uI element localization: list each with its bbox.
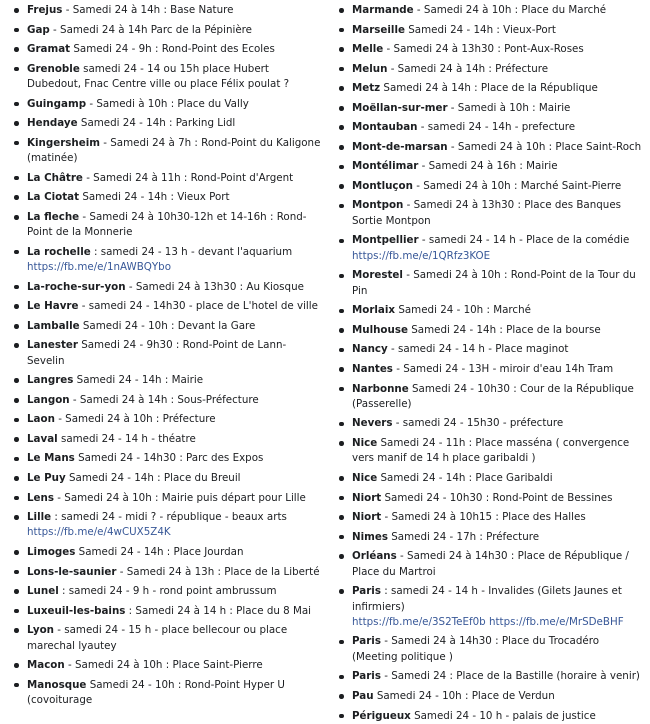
event-details: - Samedi 24 à 14h : Préfecture [387, 62, 549, 75]
city-name: Périgueux [352, 709, 411, 722]
list-item [335, 530, 645, 545]
event-details: Samedi 24 - 10h30 : Cour de la République (Passerelle) [352, 382, 634, 410]
city-name: Macon [27, 659, 65, 672]
event-details: Samedi 24 - 9h : Rond-Point des Ecoles [70, 43, 275, 56]
event-details: - Samedi 24 à 10h30-12h et 14-16h : Rond-Point de la Monnerie [27, 210, 307, 239]
list-item [335, 3, 645, 18]
event-details: samedi 24 - 14 h - théatre [57, 432, 196, 445]
list-item [10, 373, 322, 388]
event-details: - samedi 24 - 15h30 - préfecture [392, 417, 564, 430]
event-details: - Samedi 24 à 10h : Place du Marché [413, 4, 607, 16]
event-details: - Samedi 24 à 10h : Préfecture [54, 413, 216, 426]
list-item [335, 471, 645, 486]
event-details: - Samedi 24 à 13h30 : Place des Banques Sortie Montpon [352, 199, 622, 227]
list-item [10, 491, 322, 506]
list-item [335, 491, 645, 506]
event-link[interactable]: https://fb.me/e/3S2TeEf0b https://fb.me/e/MrSDeBHF [352, 615, 624, 628]
list-item [10, 412, 322, 427]
city-name: Hendaye [27, 117, 78, 130]
event-details: Samedi 24 - 14h : Parking Lidl [77, 117, 236, 130]
event-details: - Samedi 24 à 13h30 : Pont-Aux-Roses [383, 43, 584, 56]
event-details: - samedi 24 - 14 h - Place maginot [387, 343, 569, 356]
city-name: Montpellier [352, 234, 419, 247]
list-item [10, 245, 322, 276]
event-details: - Samedi 24 à 10h : Rond-Point de la Tour du Pin [352, 269, 636, 297]
event-details: samedi 24 - 14 ou 15h place Hubert Dubedout, Fnac Centre ville ou place Félix poulat ? [27, 62, 290, 91]
city-name: Pau [352, 689, 374, 702]
list-item [10, 42, 322, 57]
city-name: Marmande [352, 4, 414, 16]
city-name: Montauban [352, 121, 418, 134]
event-details: - Samedi 24 à 14h30 : Place de République / Place du Martroi [352, 550, 629, 578]
list-item [335, 709, 645, 724]
list-item [10, 545, 322, 560]
event-details: : samedi 24 - 13 h - devant l'aquarium [90, 245, 293, 258]
event-details: - Samedi 24 à 14h : Base Nature [62, 4, 234, 16]
list-item [335, 342, 645, 357]
list-item [335, 198, 645, 229]
list-item [10, 338, 322, 369]
list-item [10, 604, 322, 619]
city-name: Laval [27, 432, 58, 445]
list-item [335, 382, 645, 413]
list-item [335, 362, 645, 377]
city-name: Lanester [27, 339, 78, 352]
city-name: Lamballe [27, 319, 80, 332]
list-item [335, 101, 645, 116]
city-name: Le Havre [27, 300, 79, 313]
city-name: Gramat [27, 43, 71, 56]
list-item [10, 190, 322, 205]
city-name: Guingamp [27, 97, 87, 110]
list-item [10, 584, 322, 599]
list-item [335, 323, 645, 338]
city-name: La Ciotat [27, 191, 80, 204]
event-details: Samedi 24 - 10h : Rond-Point Hyper U (covoiturage [27, 678, 285, 707]
city-name: Nice [352, 471, 378, 484]
city-name: Mulhouse [352, 323, 408, 336]
city-name: Lons-le-saunier [27, 565, 117, 578]
event-details: Samedi 24 - 10h30 : Rond-Point de Bessines [381, 491, 613, 504]
list-item [10, 23, 322, 38]
event-details: : samedi 24 - midi ? - république - beaux arts [51, 511, 287, 524]
event-details: Samedi 24 - 14h : Vieux Port [79, 191, 230, 204]
list-item [335, 62, 645, 77]
city-name: La-roche-sur-yon [27, 280, 126, 293]
list-item [335, 669, 645, 684]
event-details: - samedi 24 - 15 h - place bellecour ou place marechal lyautey [27, 624, 288, 652]
city-name: Lille [27, 511, 52, 524]
city-name: Morlaix [352, 304, 396, 317]
event-details: Samedi 24 - 10h : Place de Verdun [373, 689, 555, 702]
event-details: - Samedi 24 à 16h : Mairie [418, 160, 558, 173]
event-details: - Samedi 24 - 13H - miroir d'eau 14h Tram [392, 362, 614, 375]
event-details: - Samedi 24 à 10h : Place Saint-Roch [447, 140, 642, 153]
city-name: Le Puy [27, 471, 66, 484]
event-details: - Samedi 24 à 7h : Rond-Point du Kaligone (matinée) [27, 136, 321, 165]
city-name: Metz [352, 82, 381, 95]
event-details: : samedi 24 - 9 h - rond point ambrussum [58, 585, 277, 598]
event-details: Samedi 24 - 14h30 : Parc des Expos [74, 452, 264, 465]
list-item [10, 451, 322, 466]
list-item [335, 159, 645, 174]
list-item [10, 171, 322, 186]
city-name: Langres [27, 374, 74, 387]
list-item [10, 658, 322, 673]
city-name: La Châtre [27, 171, 83, 184]
list-item [10, 393, 322, 408]
list-item [10, 62, 322, 93]
list-item [335, 634, 645, 665]
event-details: - Samedi 24 à 10h : Mairie puis départ pour Lille [54, 491, 306, 504]
event-details: - Samedi à 10h : Mairie [447, 101, 571, 114]
city-name: Lunel [27, 585, 59, 598]
city-name: Lyon [27, 624, 54, 637]
list-item [335, 140, 645, 155]
event-details: : samedi 24 - 14 h - Invalides (Gilets Jaunes et infirmiers) [352, 585, 622, 613]
city-name: Lens [27, 491, 55, 504]
event-details: - Samedi 24 à 13h : Place de la Liberté [116, 565, 320, 578]
event-details: Samedi 24 - 17h : Préfecture [388, 530, 540, 543]
city-name: Langon [27, 393, 70, 406]
city-name: Manosque [27, 678, 87, 691]
city-name: Moëllan-sur-mer [352, 101, 448, 114]
city-name: Mont-de-marsan [352, 140, 448, 153]
list-item [10, 432, 322, 447]
city-name: Melun [352, 62, 388, 75]
list-item [10, 97, 322, 112]
event-link[interactable]: https://fb.me/e/4wCUX5Z4K [27, 526, 171, 539]
event-details: Samedi 24 - 11h : Place masséna ( convergence vers manif de 14 h place garibaldi ) [352, 437, 630, 465]
event-details: Samedi 24 - 14h : Mairie [73, 374, 204, 387]
list-item [335, 120, 645, 135]
event-details: Samedi 24 à 14h : Place de la République [380, 82, 598, 95]
list-item [10, 3, 322, 18]
list-item [335, 584, 645, 630]
event-details: Samedi 24 - 10h : Devant la Gare [79, 319, 256, 332]
city-name: Morestel [352, 269, 403, 282]
list-item [335, 42, 645, 57]
city-name: Le Mans [27, 452, 75, 465]
city-name: Melle [352, 43, 384, 56]
event-details: : Samedi 24 à 14 h : Place du 8 Mai [125, 604, 312, 617]
list-item [10, 116, 322, 131]
list-item [10, 471, 322, 486]
event-details: Samedi 24 - 10h : Marché [395, 304, 531, 317]
city-name: La fleche [27, 210, 80, 223]
event-details: Samedi 24 - 10 h - palais de justice [410, 709, 596, 722]
event-details: Samedi 24 - 14h : Place du Breuil [65, 471, 241, 484]
right-column [335, 0, 645, 724]
event-details: - Samedi à 10h : Place du Vally [86, 97, 249, 110]
event-details: - Samedi 24 à 11h : Rond-Point d'Argent [82, 171, 294, 184]
event-details: - Samedi 24 à 10h15 : Place des Halles [381, 511, 586, 524]
city-name: Kingersheim [27, 136, 100, 149]
city-name: Montluçon [352, 179, 413, 192]
city-name: Nancy [352, 343, 388, 356]
left-column [10, 0, 322, 709]
event-details: Samedi 24 - 14h : Place Garibaldi [377, 471, 553, 484]
city-name: Grenoble [27, 62, 80, 75]
list-item [10, 280, 322, 295]
list-item [10, 678, 322, 709]
list-item [335, 23, 645, 38]
city-name: Nevers [352, 417, 393, 430]
event-details: - samedi 24 - 14h - prefecture [417, 121, 576, 134]
event-details: - Samedi 24 à 14h Parc de la Pépinière [49, 23, 253, 36]
event-details: - Samedi 24 à 10h : Place Saint-Pierre [64, 659, 263, 672]
city-name: Montpon [352, 199, 404, 212]
event-link[interactable]: https://fb.me/e/1QRfz3KOE [352, 249, 491, 262]
city-name: Marseille [352, 23, 405, 36]
list-item [335, 303, 645, 318]
city-name: Narbonne [352, 382, 409, 395]
event-details: Samedi 24 - 9h30 : Rond-Point de Lann-Sevelin [27, 339, 287, 367]
list-item [335, 436, 645, 467]
city-name: Nantes [352, 362, 393, 375]
list-item [10, 210, 322, 241]
city-name: Limoges [27, 546, 76, 559]
city-name: Frejus [27, 4, 63, 16]
event-link[interactable]: https://fb.me/e/1nAWBQYbo [27, 261, 172, 274]
city-name: Paris [352, 670, 381, 683]
list-item [10, 136, 322, 167]
list-item [10, 319, 322, 334]
event-details: - Samedi 24 à 14h : Sous-Préfecture [69, 393, 259, 406]
city-name: Nimes [352, 530, 388, 543]
city-name: Montélimar [352, 160, 419, 173]
list-item [335, 689, 645, 704]
event-details: - Samedi 24 : Place de la Bastille (horaire à venir) [380, 670, 640, 683]
list-item [335, 510, 645, 525]
city-name: Gap [27, 23, 50, 36]
city-name: Laon [27, 413, 55, 426]
city-name: Niort [352, 491, 382, 504]
city-name: Orléans [352, 550, 397, 563]
list-item [335, 179, 645, 194]
list-item [335, 416, 645, 431]
list-item [10, 510, 322, 541]
event-details: Samedi 24 - 14h : Place Jourdan [75, 546, 244, 559]
list-item [10, 565, 322, 580]
list-item [10, 623, 322, 654]
event-details: - samedi 24 - 14 h - Place de la comédie [418, 234, 630, 247]
event-details: Samedi 24 - 14h : Place de la bourse [407, 323, 601, 336]
list-item [10, 299, 322, 314]
city-name: Paris [352, 635, 381, 648]
list-item [335, 81, 645, 96]
city-name: Niort [352, 511, 382, 524]
city-name: Nice [352, 437, 378, 450]
list-item [335, 233, 645, 264]
list-item [335, 268, 645, 299]
city-name: Paris [352, 585, 381, 598]
event-details: Samedi 24 - 14h : Vieux-Port [404, 23, 556, 36]
event-details: - Samedi 24 à 10h : Marché Saint-Pierre [412, 179, 622, 192]
list-item [335, 549, 645, 580]
event-details: - Samedi 24 à 14h30 : Place du Trocadéro (Meeting politique ) [352, 635, 600, 663]
event-details: - samedi 24 - 14h30 - place de L'hotel de ville [78, 300, 318, 313]
event-details: - Samedi 24 à 13h30 : Au Kiosque [125, 280, 304, 293]
city-name: La rochelle [27, 245, 91, 258]
city-name: Luxeuil-les-bains [27, 604, 126, 617]
